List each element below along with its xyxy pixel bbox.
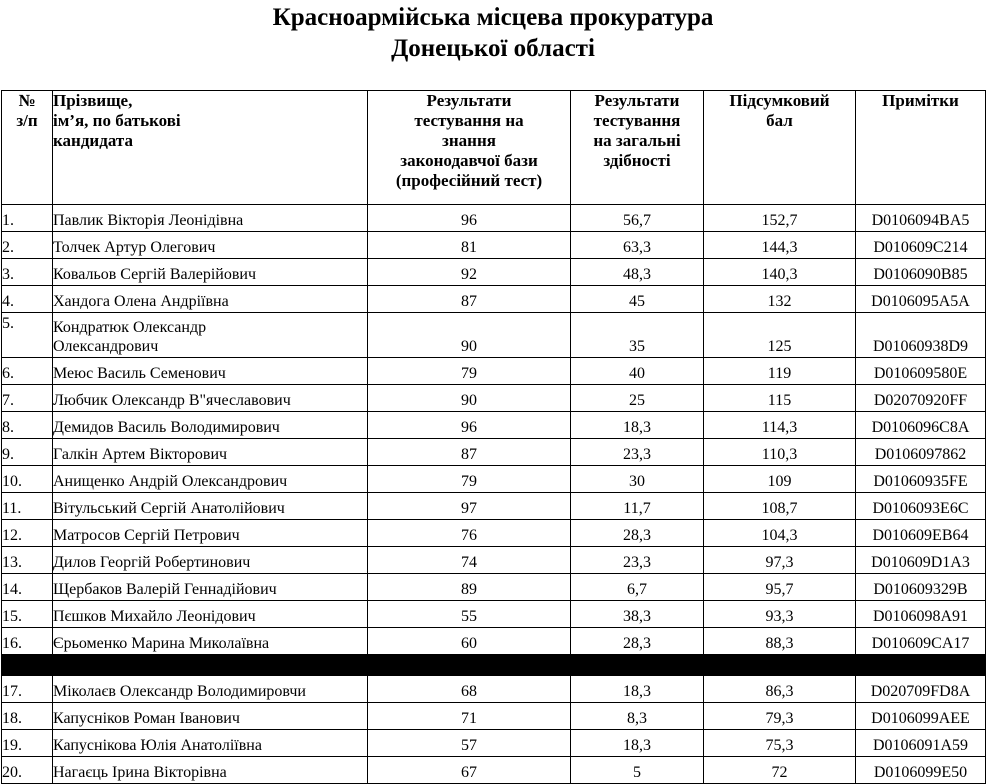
note-code: D010609329B <box>856 574 986 601</box>
general-test-score: 6,7 <box>571 574 704 601</box>
note-code: D01060938D9 <box>856 313 986 358</box>
table-row <box>2 385 986 412</box>
general-test-score: 48,3 <box>571 259 704 286</box>
note-code: D0106091A59 <box>856 730 986 757</box>
note-code: D010609C214 <box>856 232 986 259</box>
candidate-name: Меюс Василь Семенович <box>53 358 368 385</box>
total-score: 115 <box>704 385 856 412</box>
row-number: 16. <box>2 628 53 655</box>
candidate-name: Ковальов Сергій Валерійович <box>53 259 368 286</box>
legal-test-score: 90 <box>368 313 571 358</box>
legal-test-score: 55 <box>368 601 571 628</box>
legal-test-score: 96 <box>368 205 571 232</box>
note-code: D020709FD8A <box>856 676 986 703</box>
header-notes: Примітки <box>856 91 986 205</box>
total-score: 144,3 <box>704 232 856 259</box>
note-code: D0106094BA5 <box>856 205 986 232</box>
candidate-name: Єрьоменко Марина Миколаївна <box>53 628 368 655</box>
row-number: 14. <box>2 574 53 601</box>
legal-test-score: 97 <box>368 493 571 520</box>
table-row <box>2 358 986 385</box>
total-score: 132 <box>704 286 856 313</box>
header-legal-test: Результати тестування на знання законодавчої бази (професійний тест) <box>368 91 571 205</box>
general-test-score: 63,3 <box>571 232 704 259</box>
candidate-name: Кондратюк Олександр Олександрович <box>53 313 368 358</box>
header-number: № з/п <box>2 91 53 205</box>
table-row <box>2 574 986 601</box>
table-row <box>2 205 986 232</box>
candidate-name: Галкін Артем Вікторович <box>53 439 368 466</box>
candidate-name: Капуснікова Юлія Анатоліївна <box>53 730 368 757</box>
legal-test-score: 76 <box>368 520 571 547</box>
candidate-name: Нагаєць Ірина Вікторівна <box>53 757 368 784</box>
table-row <box>2 466 986 493</box>
header-candidate-name: Прізвище, ім’я, по батькові кандидата <box>53 91 368 205</box>
legal-test-score: 90 <box>368 385 571 412</box>
table-row <box>2 628 986 655</box>
candidate-name: Міколаєв Олександр Володимировчи <box>53 676 368 703</box>
row-number: 10. <box>2 466 53 493</box>
candidate-name: Анищенко Андрій Олександрович <box>53 466 368 493</box>
note-code: D0106095A5A <box>856 286 986 313</box>
document-title <box>0 2 986 64</box>
note-code: D010609CA17 <box>856 628 986 655</box>
note-code: D0106096C8A <box>856 412 986 439</box>
table-row <box>2 493 986 520</box>
table-row <box>2 313 986 358</box>
table-header-row <box>2 91 986 205</box>
candidate-name: Хандога Олена Андріївна <box>53 286 368 313</box>
row-number: 2. <box>2 232 53 259</box>
title-line-1: Красноармійська місцева прокуратура <box>272 4 714 31</box>
total-score: 93,3 <box>704 601 856 628</box>
note-code: D010609580E <box>856 358 986 385</box>
table-row <box>2 547 986 574</box>
general-test-score: 5 <box>571 757 704 784</box>
table-row <box>2 412 986 439</box>
table-row <box>2 439 986 466</box>
table-row <box>2 601 986 628</box>
candidate-name: Любчик Олександр В"ячеславович <box>53 385 368 412</box>
general-test-score: 38,3 <box>571 601 704 628</box>
legal-test-score: 87 <box>368 286 571 313</box>
legal-test-score: 57 <box>368 730 571 757</box>
legal-test-score: 67 <box>368 757 571 784</box>
total-score: 152,7 <box>704 205 856 232</box>
general-test-score: 56,7 <box>571 205 704 232</box>
legal-test-score: 81 <box>368 232 571 259</box>
total-score: 110,3 <box>704 439 856 466</box>
total-score: 75,3 <box>704 730 856 757</box>
note-code: D01060935FE <box>856 466 986 493</box>
general-test-score: 18,3 <box>571 730 704 757</box>
table-row <box>2 520 986 547</box>
row-number: 5. <box>2 313 53 358</box>
general-test-score: 28,3 <box>571 520 704 547</box>
general-test-score: 25 <box>571 385 704 412</box>
note-code: D0106099E50 <box>856 757 986 784</box>
row-number: 9. <box>2 439 53 466</box>
note-code: D010609EB64 <box>856 520 986 547</box>
table-row <box>2 259 986 286</box>
separator-bar <box>2 655 986 676</box>
legal-test-score: 96 <box>368 412 571 439</box>
row-number: 17. <box>2 676 53 703</box>
row-number: 3. <box>2 259 53 286</box>
candidate-name: Матросов Сергій Петрович <box>53 520 368 547</box>
total-score: 140,3 <box>704 259 856 286</box>
row-number: 18. <box>2 703 53 730</box>
general-test-score: 35 <box>571 313 704 358</box>
candidate-name: Демидов Василь Володимирович <box>53 412 368 439</box>
total-score: 108,7 <box>704 493 856 520</box>
note-code: D02070920FF <box>856 385 986 412</box>
row-number: 19. <box>2 730 53 757</box>
general-test-score: 23,3 <box>571 547 704 574</box>
legal-test-score: 71 <box>368 703 571 730</box>
legal-test-score: 74 <box>368 547 571 574</box>
general-test-score: 28,3 <box>571 628 704 655</box>
general-test-score: 8,3 <box>571 703 704 730</box>
total-score: 104,3 <box>704 520 856 547</box>
note-code: D010609D1A3 <box>856 547 986 574</box>
total-score: 125 <box>704 313 856 358</box>
legal-test-score: 89 <box>368 574 571 601</box>
general-test-score: 18,3 <box>571 412 704 439</box>
legal-test-score: 79 <box>368 358 571 385</box>
legal-test-score: 60 <box>368 628 571 655</box>
total-score: 97,3 <box>704 547 856 574</box>
general-test-score: 23,3 <box>571 439 704 466</box>
table-row <box>2 286 986 313</box>
header-general-test: Результати тестування на загальні здібності <box>571 91 704 205</box>
row-number: 20. <box>2 757 53 784</box>
total-score: 72 <box>704 757 856 784</box>
general-test-score: 11,7 <box>571 493 704 520</box>
total-score: 95,7 <box>704 574 856 601</box>
legal-test-score: 68 <box>368 676 571 703</box>
note-code: D0106093E6C <box>856 493 986 520</box>
row-number: 13. <box>2 547 53 574</box>
candidate-name: Капусніков Роман Іванович <box>53 703 368 730</box>
general-test-score: 30 <box>571 466 704 493</box>
table-row <box>2 676 986 703</box>
row-number: 4. <box>2 286 53 313</box>
note-code: D0106098A91 <box>856 601 986 628</box>
general-test-score: 40 <box>571 358 704 385</box>
candidate-name: Толчек Артур Олегович <box>53 232 368 259</box>
candidate-name: Пєшков Михайло Леонідович <box>53 601 368 628</box>
total-score: 79,3 <box>704 703 856 730</box>
total-score: 119 <box>704 358 856 385</box>
row-number: 12. <box>2 520 53 547</box>
general-test-score: 18,3 <box>571 676 704 703</box>
total-score: 114,3 <box>704 412 856 439</box>
results-table <box>1 90 986 784</box>
note-code: D0106090B85 <box>856 259 986 286</box>
candidate-name: Дилов Георгій Робертинович <box>53 547 368 574</box>
table-row <box>2 757 986 784</box>
row-number: 11. <box>2 493 53 520</box>
table-row <box>2 730 986 757</box>
row-number: 8. <box>2 412 53 439</box>
table-row <box>2 703 986 730</box>
candidate-name: Вітульський Сергій Анатолійович <box>53 493 368 520</box>
legal-test-score: 92 <box>368 259 571 286</box>
total-score: 88,3 <box>704 628 856 655</box>
total-score: 109 <box>704 466 856 493</box>
table-row <box>2 232 986 259</box>
title-line-2: Донецької області <box>391 35 595 62</box>
separator-cell <box>2 655 986 676</box>
row-number: 1. <box>2 205 53 232</box>
legal-test-score: 79 <box>368 466 571 493</box>
note-code: D0106099AEE <box>856 703 986 730</box>
note-code: D0106097862 <box>856 439 986 466</box>
row-number: 7. <box>2 385 53 412</box>
general-test-score: 45 <box>571 286 704 313</box>
header-total-score: Підсумковий бал <box>704 91 856 205</box>
row-number: 6. <box>2 358 53 385</box>
candidate-name: Павлик Вікторія Леонідівна <box>53 205 368 232</box>
row-number: 15. <box>2 601 53 628</box>
total-score: 86,3 <box>704 676 856 703</box>
candidate-name: Щербаков Валерій Геннадійович <box>53 574 368 601</box>
legal-test-score: 87 <box>368 439 571 466</box>
